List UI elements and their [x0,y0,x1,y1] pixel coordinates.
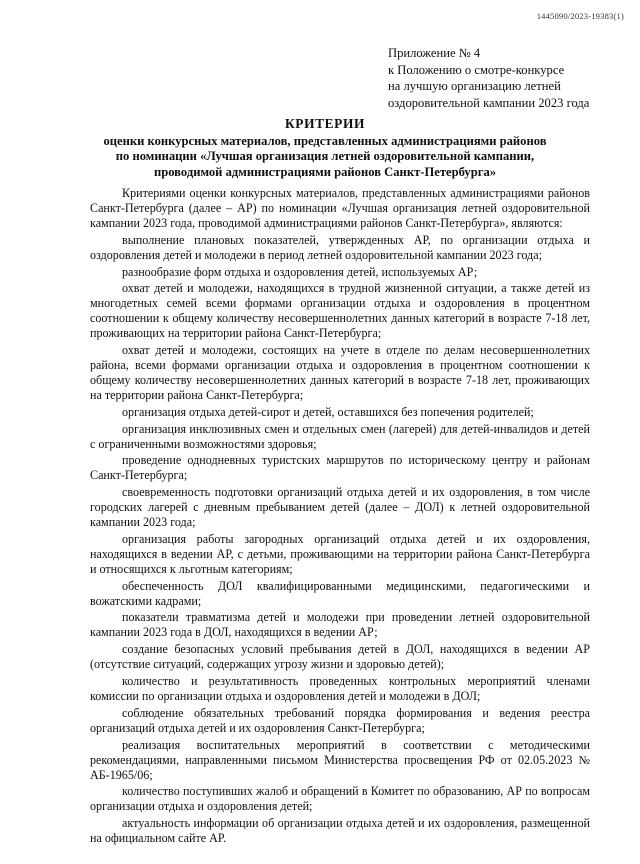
document-body [90,186,590,848]
subtitle-line: оценки конкурсных материалов, представленных администрациями районов [103,133,547,148]
criterion-paragraph: проведение однодневных туристских маршрутов по историческому центру и районам Санкт-Петербурга; [90,453,590,483]
document-id: 1445090/2023-19383(1) [536,11,624,21]
criterion-paragraph: организация инклюзивных смен и отдельных смен (лагерей) для детей-инвалидов и детей с ограниченными возможностями здоровья; [90,421,590,451]
appendix-line: Приложение № 4 [388,46,481,60]
intro-paragraph: Критериями оценки конкурсных материалов, представленных администрациями районов Санкт-Петербурга (далее – АР) по номинации «Лучшая организация летней оздоровительной кампании 2023 года, проводимой администрациями районов Санкт-Петербурга», являются: [90,186,590,230]
criterion-paragraph: количество и результативность проведенных контрольных мероприятий членами комиссии по организации отдыха и оздоровления детей и молодежи в ДОЛ; [90,674,590,703]
subtitle-line: по номинации «Лучшая организация летней оздоровительной кампании, [115,149,535,163]
criterion-paragraph: охват детей и молодежи, состоящих на учете в отделе по делам несовершеннолетних района, всеми формами организации отдыха и оздоровления в процентном соотношении к общему количеству несовершеннолетних данных категорий в возрасте 7-18 лет, проживающих на территории района Санкт-Петербурга; [90,343,590,402]
criterion-paragraph: своевременность подготовки организаций отдыха детей и их оздоровления, в том числе городских лагерей с дневным пребыванием детей (далее – ДОЛ) к летней оздоровительной кампании 2023 года; [90,485,590,530]
criterion-paragraph: показатели травматизма детей и молодежи при проведении летней оздоровительной кампании 2023 года в ДОЛ, находящихся в ведении АР; [90,610,590,640]
appendix-line: к Положению о смотре-конкурсе [388,62,565,77]
criterion-paragraph: реализация воспитательных мероприятий в соответствии с методическими рекомендациями, направленными письмом Министерства просвещения РФ от 02.05.2023 № АБ-1965/06; [90,737,590,782]
criterion-paragraph: охват детей и молодежи, находящихся в трудной жизненной ситуации, а также детей из многодетных семей всеми формами организации отдыха и оздоровления в процентном соотношении к общему количеству несовершеннолетних данных категорий в возрасте 7-18 лет, проживающих на территории района Санкт-Петербурга; [90,281,590,341]
criterion-paragraph: организация отдыха детей-сирот и детей, оставшихся без попечения родителей; [122,404,534,419]
document-heading [60,116,590,180]
criterion-paragraph: количество поступивших жалоб и обращений в Комитет по образованию, АР по вопросам организации отдыха и оздоровления детей; [90,784,590,814]
appendix-line: на лучшую организацию летней [388,79,561,93]
appendix-line: оздоровительной кампании 2023 года [388,95,590,110]
criterion-paragraph: создание безопасных условий пребывания детей в ДОЛ, находящихся в ведении АР (отсутствие ситуаций, содержащих угрозу жизни и здоровью детей); [90,642,590,672]
criterion-paragraph: организация работы загородных организаций отдыха детей и их оздоровления, находящихся в ведении АР, с детьми, проживающими на территории района Санкт-Петербурга и относящихся к льготным категориям; [90,531,590,576]
document-title: КРИТЕРИИ [285,116,365,131]
criterion-paragraph: соблюдение обязательных требований порядка формирования и ведения реестра организаций отдыха детей и их оздоровления Санкт-Петербурга; [90,705,590,735]
criterion-paragraph: обеспеченность ДОЛ квалифицированными медицинскими, педагогическими и вожатскими кадрами; [90,578,590,608]
appendix-block [388,45,589,111]
criterion-paragraph: актуальность информации об организации отдыха детей и их оздоровления, размещенной на официальном сайте АР. [90,816,590,846]
criterion-paragraph: выполнение плановых показателей, утвержденных АР, по организации отдыха и оздоровления детей и молодежи в период летней оздоровительной кампании 2023 года; [90,232,590,262]
subtitle-line: проводимой администрациями районов Санкт-Петербурга» [153,164,497,179]
criterion-paragraph: разнообразие форм отдыха и оздоровления детей, используемых АР; [122,264,478,279]
